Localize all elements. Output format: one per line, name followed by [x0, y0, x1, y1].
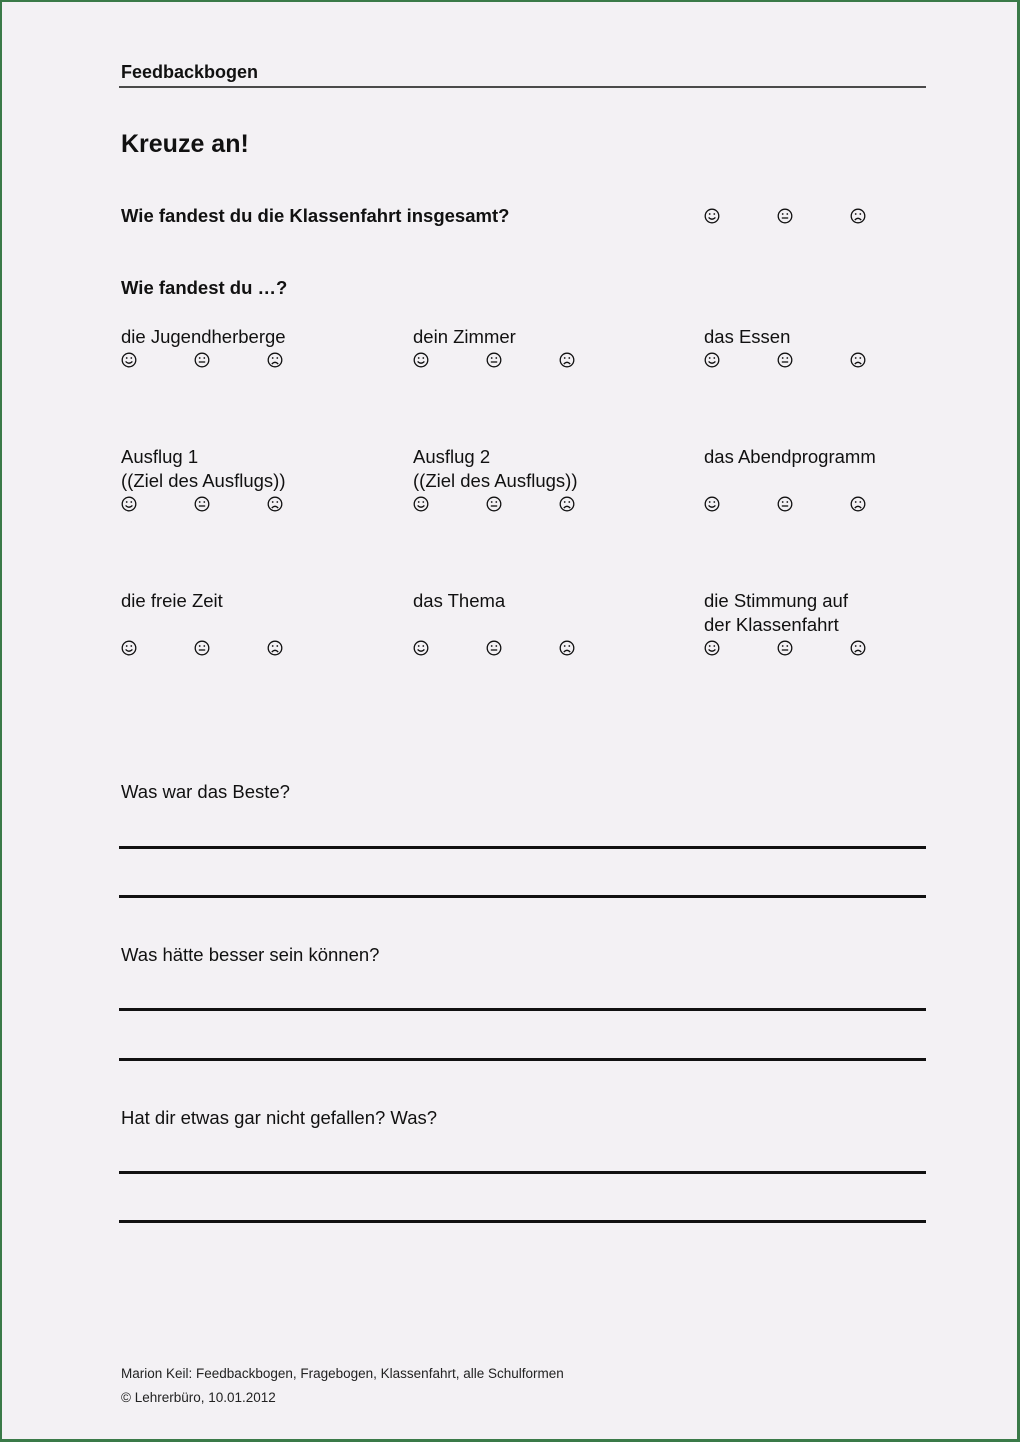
smiley-neutral-icon[interactable]	[486, 640, 502, 656]
rating-item-label: ((Ziel des Ausflugs))	[413, 470, 578, 491]
smiley-neutral-icon[interactable]	[777, 496, 793, 512]
smiley-happy-icon[interactable]	[413, 496, 429, 512]
rating-item	[121, 445, 286, 493]
answer-line[interactable]	[119, 1171, 926, 1174]
smiley-happy-icon[interactable]	[413, 352, 429, 368]
smiley-happy-icon[interactable]	[704, 496, 720, 512]
smiley-happy-icon[interactable]	[704, 352, 720, 368]
rating-item	[121, 325, 286, 349]
answer-line[interactable]	[119, 846, 926, 849]
rating-item-label: das Abendprogramm	[704, 446, 876, 467]
smiley-happy-icon[interactable]	[704, 640, 720, 656]
footer-copyright: © Lehrerbüro, 10.01.2012	[121, 1390, 276, 1405]
rating-item-label: das Essen	[704, 326, 791, 347]
rating-item-label: Ausflug 2	[413, 446, 491, 467]
rating-item-label: die freie Zeit	[121, 590, 223, 611]
answer-line[interactable]	[119, 1058, 926, 1061]
smiley-sad-icon[interactable]	[559, 640, 575, 656]
smiley-neutral-icon[interactable]	[777, 208, 793, 224]
answer-line[interactable]	[119, 1220, 926, 1223]
rating-item	[704, 325, 790, 349]
rating-item	[413, 325, 516, 349]
open-question-improve: Was hätte besser sein können?	[121, 944, 380, 965]
rating-item	[704, 445, 876, 469]
header-divider	[119, 86, 926, 88]
smiley-sad-icon[interactable]	[267, 496, 283, 512]
smiley-neutral-icon[interactable]	[486, 352, 502, 368]
smiley-neutral-icon[interactable]	[194, 640, 210, 656]
rating-item	[121, 589, 223, 613]
smiley-neutral-icon[interactable]	[486, 496, 502, 512]
smiley-neutral-icon[interactable]	[777, 640, 793, 656]
smiley-sad-icon[interactable]	[850, 208, 866, 224]
rating-item-label: die Jugendherberge	[121, 326, 286, 347]
rating-item-label: die Stimmung auf	[704, 590, 848, 611]
page-title: Kreuze an!	[121, 130, 249, 158]
smiley-sad-icon[interactable]	[850, 640, 866, 656]
rating-item-label: der Klassenfahrt	[704, 614, 839, 635]
open-question-best: Was war das Beste?	[121, 781, 290, 802]
smiley-neutral-icon[interactable]	[194, 496, 210, 512]
smiley-sad-icon[interactable]	[850, 496, 866, 512]
smiley-neutral-icon[interactable]	[194, 352, 210, 368]
smiley-neutral-icon[interactable]	[777, 352, 793, 368]
smiley-happy-icon[interactable]	[413, 640, 429, 656]
rating-item	[413, 445, 578, 493]
rating-item	[413, 589, 505, 613]
smiley-sad-icon[interactable]	[850, 352, 866, 368]
overall-question: Wie fandest du die Klassenfahrt insgesamt?	[121, 205, 510, 226]
smiley-happy-icon[interactable]	[121, 496, 137, 512]
rating-item-label: ((Ziel des Ausflugs))	[121, 470, 286, 491]
smiley-sad-icon[interactable]	[267, 352, 283, 368]
rating-item-label: Ausflug 1	[121, 446, 199, 467]
smiley-happy-icon[interactable]	[121, 352, 137, 368]
rating-section-prompt: Wie fandest du …?	[121, 277, 288, 298]
rating-item	[704, 589, 848, 637]
smiley-sad-icon[interactable]	[559, 496, 575, 512]
smiley-happy-icon[interactable]	[121, 640, 137, 656]
smiley-sad-icon[interactable]	[267, 640, 283, 656]
open-question-disliked: Hat dir etwas gar nicht gefallen? Was?	[121, 1107, 438, 1128]
answer-line[interactable]	[119, 895, 926, 898]
rating-item-label: das Thema	[413, 590, 506, 611]
rating-item-label: dein Zimmer	[413, 326, 516, 347]
smiley-sad-icon[interactable]	[559, 352, 575, 368]
answer-line[interactable]	[119, 1008, 926, 1011]
footer-credit: Marion Keil: Feedbackbogen, Fragebogen, Klassenfahrt, alle Schulformen	[121, 1366, 564, 1381]
smiley-happy-icon[interactable]	[704, 208, 720, 224]
document-header-title: Feedbackbogen	[121, 62, 259, 82]
